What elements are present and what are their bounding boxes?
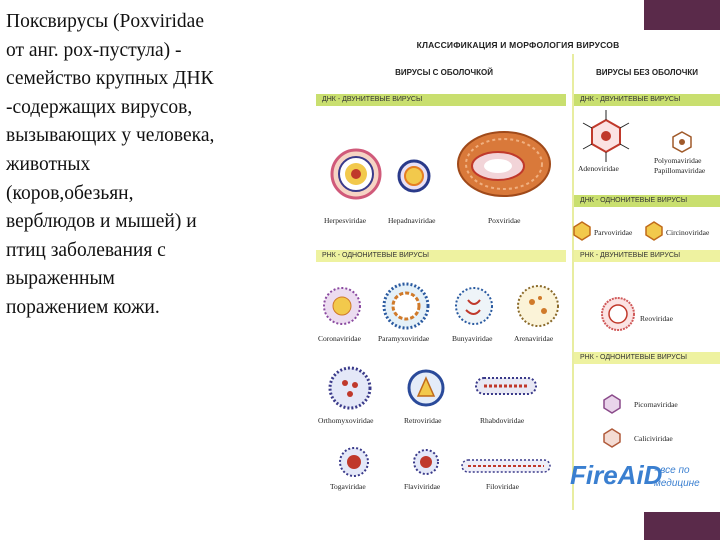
calici-virion-icon	[604, 429, 620, 447]
label-orthomyxoviridae: Orthomyxoviridae	[318, 416, 374, 425]
column-header-enveloped: ВИРУСЫ С ОБОЛОЧКОЙ	[395, 68, 493, 77]
figure-title: КЛАССИФИКАЦИЯ И МОРФОЛОГИЯ ВИРУСОВ	[416, 40, 620, 50]
circino-virion-icon	[646, 222, 662, 240]
label-retroviridae: Retroviridae	[404, 416, 442, 425]
label-circinoviridae: Circinoviridae	[666, 228, 710, 237]
corner-accent-top	[644, 0, 720, 30]
bunya-virion-icon	[456, 288, 492, 324]
label-reoviridae: Reoviridae	[640, 314, 673, 323]
flavi-virion-icon	[414, 450, 438, 474]
label-coronaviridae: Coronaviridae	[318, 334, 361, 343]
picorna-virion-icon	[604, 395, 620, 413]
band-rna-single-right: РНК - ОДНОНИТЕВЫЕ ВИРУСЫ	[574, 352, 720, 364]
band-dna-double-left: ДНК - ДВУНИТЕВЫЕ ВИРУСЫ	[316, 94, 566, 106]
label-parvoviridae: Parvoviridae	[594, 228, 633, 237]
corona-virion-icon	[324, 288, 360, 324]
reo-virion-icon	[602, 298, 634, 330]
label-flaviviridae: Flaviviridae	[404, 482, 441, 491]
retro-virion-icon	[409, 371, 443, 405]
text-line: поражением кожи.	[6, 296, 160, 318]
label-polyomaviridae: Polyomaviridae	[654, 156, 702, 165]
logo-tagline-line2: медицине	[654, 478, 700, 489]
text-line: вызывающих у человека,	[6, 125, 215, 147]
label-bunyaviridae: Bunyaviridae	[452, 334, 493, 343]
text-line: выраженным	[6, 268, 115, 290]
band-dna-double-right: ДНК - ДВУНИТЕВЫЕ ВИРУСЫ	[574, 94, 720, 106]
slide-text	[6, 8, 316, 323]
label-rhabdoviridae: Rhabdoviridae	[480, 416, 525, 425]
arena-virion-icon	[518, 286, 558, 326]
logo-tagline	[654, 464, 700, 490]
polyoma-virion-icon	[673, 132, 691, 152]
label-caliciviridae: Caliciviridae	[634, 434, 673, 443]
herpes-virion-icon	[332, 150, 380, 198]
text-line: птиц заболевания с	[6, 239, 166, 261]
toga-virion-icon	[340, 448, 368, 476]
text-line: от анг. pox-пустула) -	[6, 39, 182, 61]
label-poxviridae: Poxviridae	[488, 216, 521, 225]
label-hepadnaviridae: Hepadnaviridae	[388, 216, 436, 225]
watermark-logo	[568, 456, 718, 508]
logo-tagline-line1: - все по	[654, 465, 690, 476]
label-filoviridae: Filoviridae	[486, 482, 519, 491]
paramyxo-virion-icon	[384, 284, 428, 328]
label-picornaviridae: Picornaviridae	[634, 400, 678, 409]
corner-accent-bottom	[644, 512, 720, 540]
orthomyxo-virion-icon	[330, 368, 370, 408]
hepadna-virion-icon	[399, 161, 429, 191]
parvo-virion-icon	[574, 222, 590, 240]
label-papillomaviridae: Papillomaviridae	[654, 166, 706, 175]
text-line: Поксвирусы (Poxviridae	[6, 11, 204, 32]
label-herpesviridae: Herpesviridae	[324, 216, 367, 225]
band-rna-double-right: РНК - ДВУНИТЕВЫЕ ВИРУСЫ	[574, 250, 720, 262]
band-rna-single-left: РНК - ОДНОНИТЕВЫЕ ВИРУСЫ	[316, 250, 566, 262]
label-adenoviridae: Adenoviridae	[578, 164, 619, 173]
label-arenaviridae: Arenaviridae	[514, 334, 554, 343]
text-line: (коров,обезьян,	[6, 182, 134, 204]
adeno-virion-icon	[583, 110, 629, 162]
text-line: -содержащих вирусов,	[6, 96, 193, 118]
text-line: семейство крупных ДНК	[6, 68, 214, 90]
filo-virion-icon	[462, 460, 550, 472]
label-paramyxoviridae: Paramyxoviridae	[378, 334, 430, 343]
column-header-naked: ВИРУСЫ БЕЗ ОБОЛОЧКИ	[596, 68, 698, 77]
text-line: верблюдов и мышей) и	[6, 211, 197, 233]
label-togaviridae: Togaviridae	[330, 482, 366, 491]
text-line: животных	[6, 153, 91, 175]
band-dna-single-right: ДНК - ОДНОНИТЕВЫЕ ВИРУСЫ	[574, 195, 720, 207]
logo-brand: FireAiD	[570, 460, 663, 490]
virus-classification-figure	[316, 36, 720, 510]
rhabdo-virion-icon	[476, 378, 536, 394]
pox-virion-icon	[458, 132, 550, 196]
